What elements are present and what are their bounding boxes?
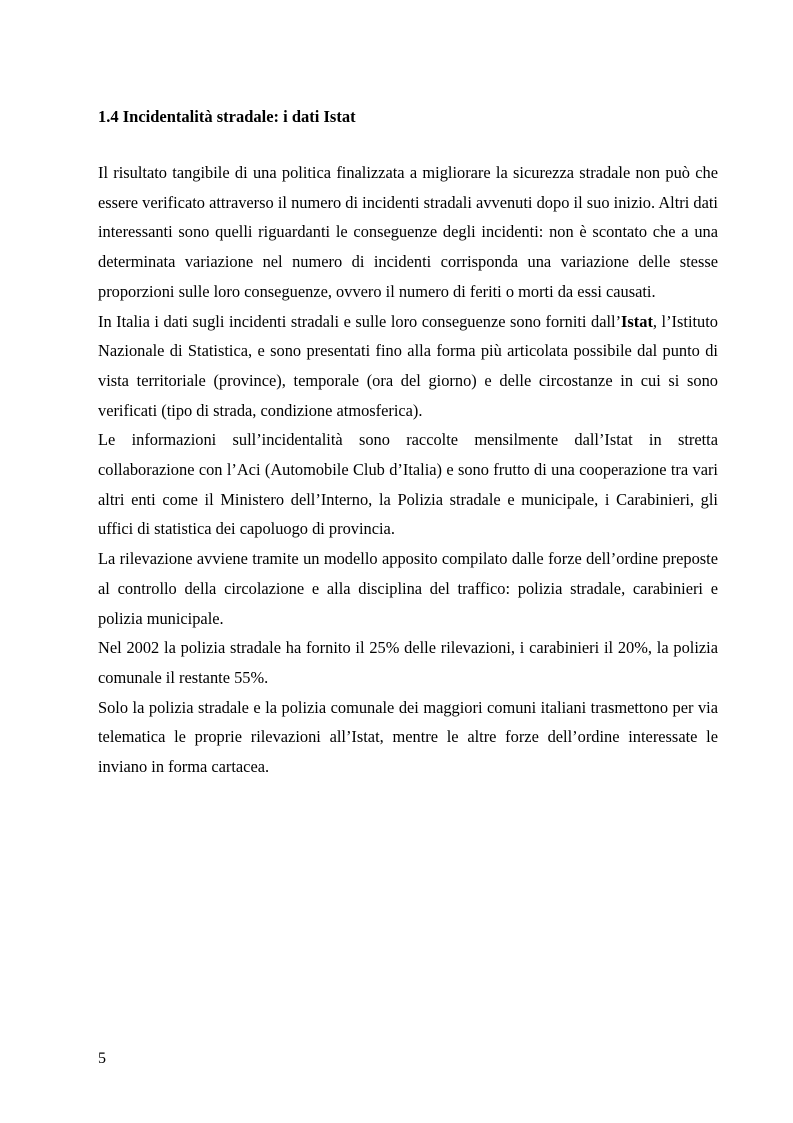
paragraph-2-text-end: , l’Istituto Nazionale di Statistica, e sono presentati fino alla forma più articolata possibile dal punto di vista territoriale (province), temporale (ora del giorno) e delle circostanze in cui si sono verificati (tipo di strada, condizione atmosferica).: [98, 311, 718, 420]
paragraph-5: Nel 2002 la polizia stradale ha fornito il 25% delle rilevazioni, i carabinieri il 20%, la polizia comunale il restante 55%.: [98, 638, 718, 687]
paragraph-6: Solo la polizia stradale e la polizia comunale dei maggiori comuni italiani trasmettono per via telematica le proprie rilevazioni all’Istat, mentre le altre forze dell’ordine interessate le inviano in forma cartacea.: [98, 697, 718, 777]
istat-bold-term: Istat: [621, 311, 653, 331]
body-text: [98, 158, 718, 782]
paragraph-1: Il risultato tangibile di una politica finalizzata a migliorare la sicurezza stradale non può che essere verificato attraverso il numero di incidenti stradali avvenuti dopo il suo inizio. Altri dati interessanti sono quelli riguardanti le conseguenze degli incidenti: non è scontato che a una determinata variazione nel numero di incidenti corrisponda una variazione delle stesse proporzioni sulle loro conseguenze, ovvero il numero di feriti o morti da essi causati.: [98, 163, 718, 301]
paragraph-3: Le informazioni sull’incidentalità sono raccolte mensilmente dall’Istat in stretta collaborazione con l’Aci (Automobile Club d’Italia) e sono frutto di una cooperazione tra vari altri enti come il Ministero dell’Interno, la Polizia stradale e municipale, i Carabinieri, gli uffici di statistica dei capoluogo di provincia.: [98, 430, 718, 539]
section-title: 1.4 Incidentalità stradale: i dati Istat: [98, 107, 356, 126]
page-number: 5: [98, 1050, 106, 1067]
paragraph-2: [98, 307, 718, 426]
paragraph-2-text-start: In Italia i dati sugli incidenti stradali e sulle loro conseguenze sono forniti dall’: [98, 311, 622, 331]
paragraph-4: La rilevazione avviene tramite un modello apposito compilato dalle forze dell’ordine preposte al controllo della circolazione e alla disciplina del traffico: polizia stradale, carabinieri e polizia municipale.: [98, 549, 718, 628]
